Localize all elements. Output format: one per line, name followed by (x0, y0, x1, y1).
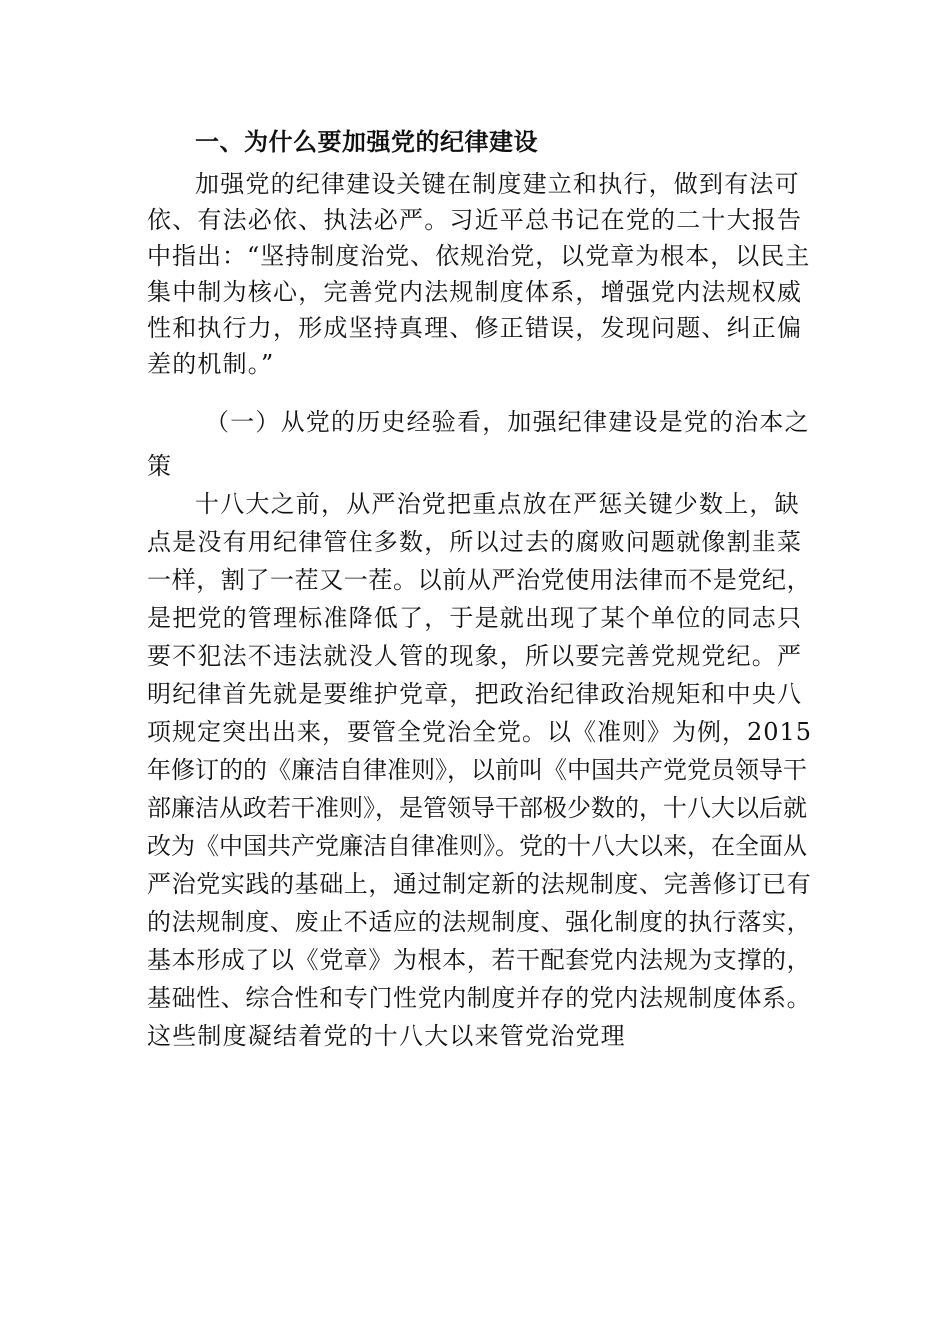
paragraph-line: 要不犯法不违法就没人管的现象，所以要完善党规党纪。严 (147, 642, 803, 670)
paragraph-line: 的法规制度、废止不适应的法规制度、强化制度的执行落实， (147, 908, 812, 936)
paragraph-line: 基础性、综合性和专门性党内制度并存的党内法规制度体系。 (147, 984, 812, 1012)
subheading-line: 策 (147, 452, 173, 480)
paragraph-line: 基本形成了以《党章》为根本，若干配套党内法规为支撑的， (147, 946, 812, 974)
subheading-line: （一）从党的历史经验看，加强纪律建设是党的治本之 (205, 408, 810, 436)
paragraph-line: 依、有法必依、执法必严。习近平总书记在党的二十大报告 (147, 206, 803, 234)
paragraph-line: 部廉洁从政若干准则》，是管领导干部极少数的，十八大以后就 (147, 794, 807, 822)
paragraph-line: 严治党实践的基础上，通过制定新的法规制度、完善修订已有 (147, 870, 812, 898)
section-heading: 一、为什么要加强党的纪律建设 (195, 128, 538, 156)
paragraph-line: 明纪律首先就是要维护党章，把政治纪律政治规矩和中央八 (147, 680, 803, 708)
paragraph-line: 性和执行力，形成坚持真理、修正错误，发现问题、纠正偏 (147, 314, 803, 342)
paragraph-line: 项规定突出出来，要管全党治全党。以《准则》为例，2015 (147, 718, 813, 746)
paragraph-line: 加强党的纪律建设关键在制度建立和执行，做到有法可 (195, 170, 800, 198)
paragraph-line: 十八大之前，从严治党把重点放在严惩关键少数上，缺 (195, 490, 800, 518)
paragraph-line: 集中制为核心，完善党内法规制度体系，增强党内法规权威 (147, 278, 803, 306)
paragraph-line: 点是没有用纪律管住多数，所以过去的腐败问题就像割韭菜 (147, 528, 803, 556)
paragraph-line: 是把党的管理标准降低了，于是就出现了某个单位的同志只 (147, 604, 803, 632)
paragraph-line: 中指出：“坚持制度治党、依规治党，以党章为根本，以民主 (147, 242, 811, 270)
paragraph-line: 年修订的的《廉洁自律准则》，以前叫《中国共产党党员领导干 (147, 756, 807, 784)
paragraph-line: 这些制度凝结着党的十八大以来管党治党理 (147, 1022, 626, 1050)
paragraph-line: 差的机制。” (147, 350, 275, 378)
paragraph-line: 改为《中国共产党廉洁自律准则》。党的十八大以来，在全面从 (147, 832, 807, 860)
paragraph-line: 一样，割了一茬又一茬。以前从严治党使用法律而不是党纪， (147, 566, 812, 594)
